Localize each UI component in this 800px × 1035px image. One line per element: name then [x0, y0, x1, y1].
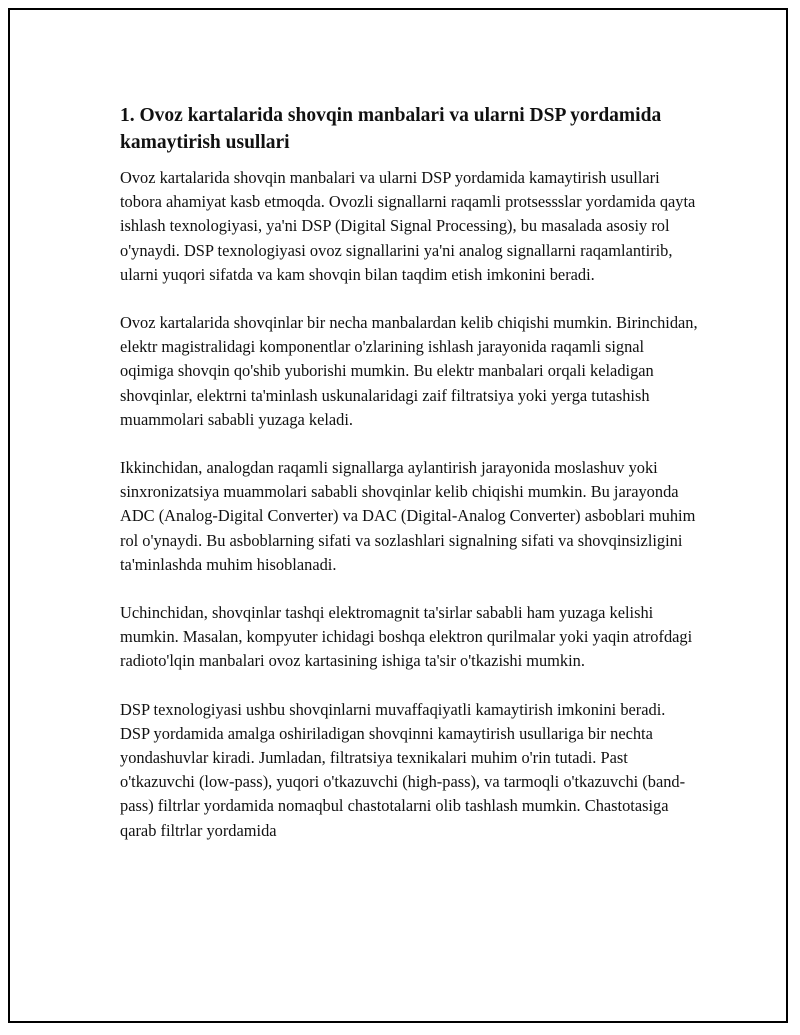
section-heading: 1. Ovoz kartalarida shovqin manbalari va ularni DSP yordamida kamaytirish usullari [120, 105, 662, 153]
document-body [120, 102, 698, 867]
paragraph-1: Ovoz kartalarida shovqin manbalari va ularni DSP yordamida kamaytirish usullari tobora ahamiyat kasb etmoqda. Ovozli signallarni raqamli protsessslar yordamida qayta ishlash texnologiyasi, ya'ni DSP (Digital Signal Processing), bu masalada asosiy rol o'ynaydi. DSP texnologiyasi ovoz signallarini ya'ni analog signallarni raqamlantirib, ularni yuqori sifatda va kam shovqin bilan taqdim etish imkonini beradi. [120, 168, 696, 284]
document-page [8, 8, 788, 1023]
paragraph-2: Ovoz kartalarida shovqinlar bir necha manbalardan kelib chiqishi mumkin. Birinchidan, elektr magistralidagi komponentlar o'zlarining ishlash jarayonida raqamli signal oqimiga shovqin qo'shib yuborishi mumkin. Bu elektr manbalari orqali keladigan shovqinlar, elektrni ta'minlash uskunalaridagi zaif filtratsiya yoki yerga tutashish muammolari sababli yuzaga keladi. [120, 313, 698, 429]
paragraph-5: DSP texnologiyasi ushbu shovqinlarni muvaffaqiyatli kamaytirish imkonini beradi. DSP yordamida amalga oshiriladigan shovqinni kamaytirish usullariga bir nechta yondashuvlar kiradi. Jumladan, filtratsiya texnikalari muhim o'rin tutadi. Past o'tkazuvchi (low-pass), yuqori o'tkazuvchi (high-pass), va tarmoqli o'tkazuvchi (band-pass) filtrlar yordamida nomaqbul chastotalarni olib tashlash mumkin. Chastotasiga qarab filtrlar yordamida [120, 699, 686, 840]
paragraph-3: Ikkinchidan, analogdan raqamli signallarga aylantirish jarayonida moslashuv yoki sinxronizatsiya muammolari sababli shovqinlar kelib chiqishi mumkin. Bu jarayonda ADC (Analog-Digital Converter) va DAC (Digital-Analog Converter) asboblari muhim rol o'ynaydi. Bu asboblarning sifati va sozlashlari signalning sifati va shovqinsizligini ta'minlashda muhim hisoblanadi. [120, 458, 696, 574]
paragraph-4: Uchinchidan, shovqinlar tashqi elektromagnit ta'sirlar sababli ham yuzaga kelishi mumkin. Masalan, kompyuter ichidagi boshqa elektron qurilmalar yoki yaqin atrofdagi radioto'lqin manbalari ovoz kartasining ishiga ta'sir o'tkazishi mumkin. [120, 603, 693, 671]
